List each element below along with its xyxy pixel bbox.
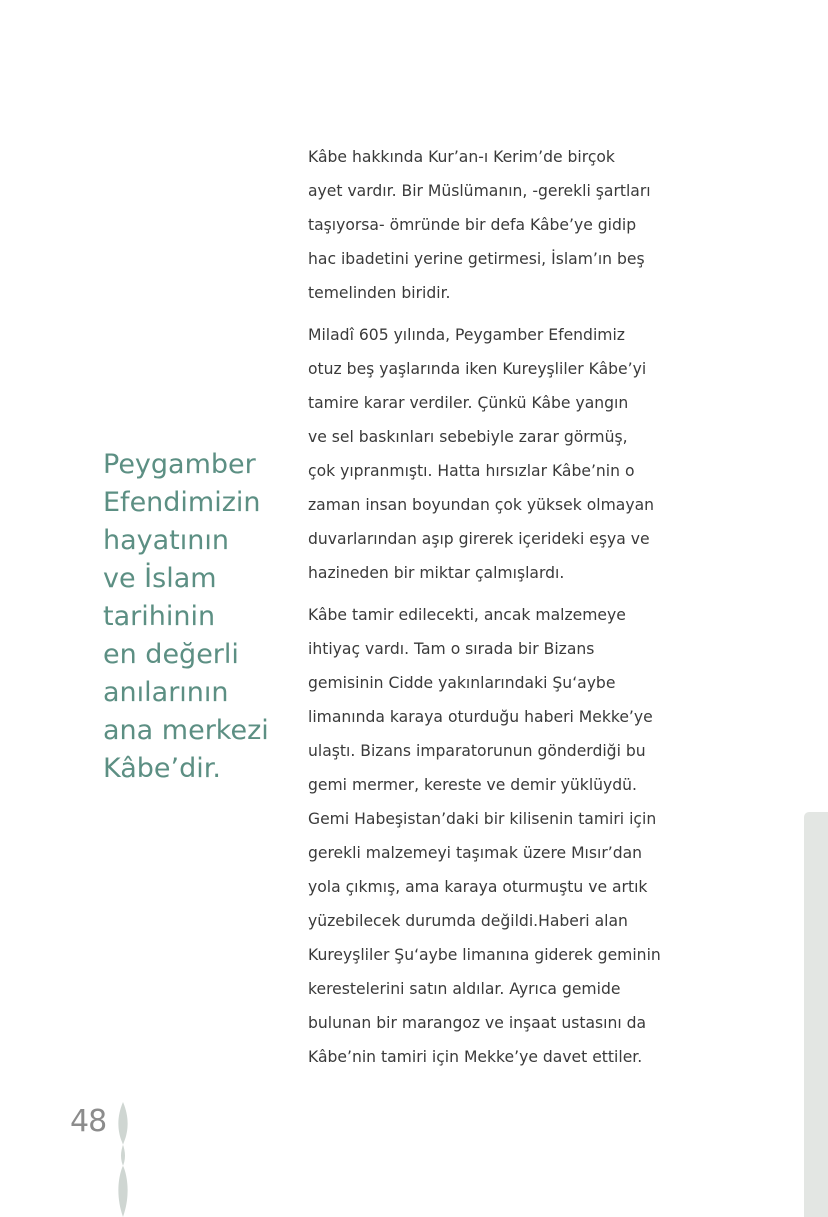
text-line: zaman insan boyundan çok yüksek olmayan xyxy=(308,496,655,514)
pull-quote-line: ana merkezi xyxy=(103,715,269,746)
text-line: Kureyşliler Şu‘aybe limanına giderek geminin xyxy=(308,946,661,964)
leaf-ornament-icon xyxy=(112,1102,134,1217)
text-line: kerestelerini satın aldılar. Ayrıca gemide xyxy=(308,980,621,998)
body-text xyxy=(308,140,708,1082)
text-line: tamire karar verdiler. Çünkü Kâbe yangın xyxy=(308,394,629,412)
paragraph xyxy=(308,318,708,590)
text-line: duvarlarından aşıp girerek içerideki eşya ve xyxy=(308,530,650,548)
pull-quote-line: Peygamber xyxy=(103,449,256,480)
pull-quote-line: tarihinin xyxy=(103,601,216,632)
text-line: temelinden biridir. xyxy=(308,284,451,302)
text-line: çok yıpranmıştı. Hatta hırsızlar Kâbe’nin o xyxy=(308,462,635,480)
text-line: hac ibadetini yerine getirmesi, İslam’ın beş xyxy=(308,250,645,268)
pull-quote-line: anılarının xyxy=(103,677,229,708)
pull-quote-line: Efendimizin xyxy=(103,487,261,518)
text-line: Kâbe tamir edilecekti, ancak malzemeye xyxy=(308,606,626,624)
pull-quote-line: ve İslam xyxy=(103,563,217,594)
side-tab xyxy=(804,812,828,1217)
text-line: yola çıkmış, ama karaya oturmuştu ve artık xyxy=(308,878,648,896)
text-line: yüzebilecek durumda değildi.Haberi alan xyxy=(308,912,628,930)
text-line: ayet vardır. Bir Müslümanın, -gerekli şartları xyxy=(308,182,651,200)
text-line: taşıyorsa- ömründe bir defa Kâbe’ye gidip xyxy=(308,216,637,234)
text-line: ve sel baskınları sebebiyle zarar görmüş, xyxy=(308,428,628,446)
text-line: Gemi Habeşistan’daki bir kilisenin tamiri için xyxy=(308,810,657,828)
paragraph xyxy=(308,598,708,1074)
text-line: gemisinin Cidde yakınlarındaki Şu‘aybe xyxy=(308,674,616,692)
pull-quote-line: Kâbe’dir. xyxy=(103,753,221,784)
text-line: Kâbe hakkında Kur’an-ı Kerim’de birçok xyxy=(308,148,615,166)
text-line: ihtiyaç vardı. Tam o sırada bir Bizans xyxy=(308,640,595,658)
text-line: Kâbe’nin tamiri için Mekke’ye davet ettiler. xyxy=(308,1048,643,1066)
text-line: otuz beş yaşlarında iken Kureyşliler Kâbe’yi xyxy=(308,360,647,378)
pull-quote-line: hayatının xyxy=(103,525,229,556)
text-line: limanında karaya oturduğu haberi Mekke’ye xyxy=(308,708,653,726)
text-line: gerekli malzemeyi taşımak üzere Mısır’dan xyxy=(308,844,643,862)
pull-quote-line: en değerli xyxy=(103,639,239,670)
text-line: gemi mermer, kereste ve demir yüklüydü. xyxy=(308,776,638,794)
text-line: hazineden bir miktar çalmışlardı. xyxy=(308,564,565,582)
page-number: 48 xyxy=(70,1104,107,1139)
text-line: Miladî 605 yılında, Peygamber Efendimiz xyxy=(308,326,625,344)
pull-quote xyxy=(103,446,303,788)
paragraph xyxy=(308,140,708,310)
text-line: bulunan bir marangoz ve inşaat ustasını da xyxy=(308,1014,647,1032)
text-line: ulaştı. Bizans imparatorunun gönderdiği bu xyxy=(308,742,646,760)
